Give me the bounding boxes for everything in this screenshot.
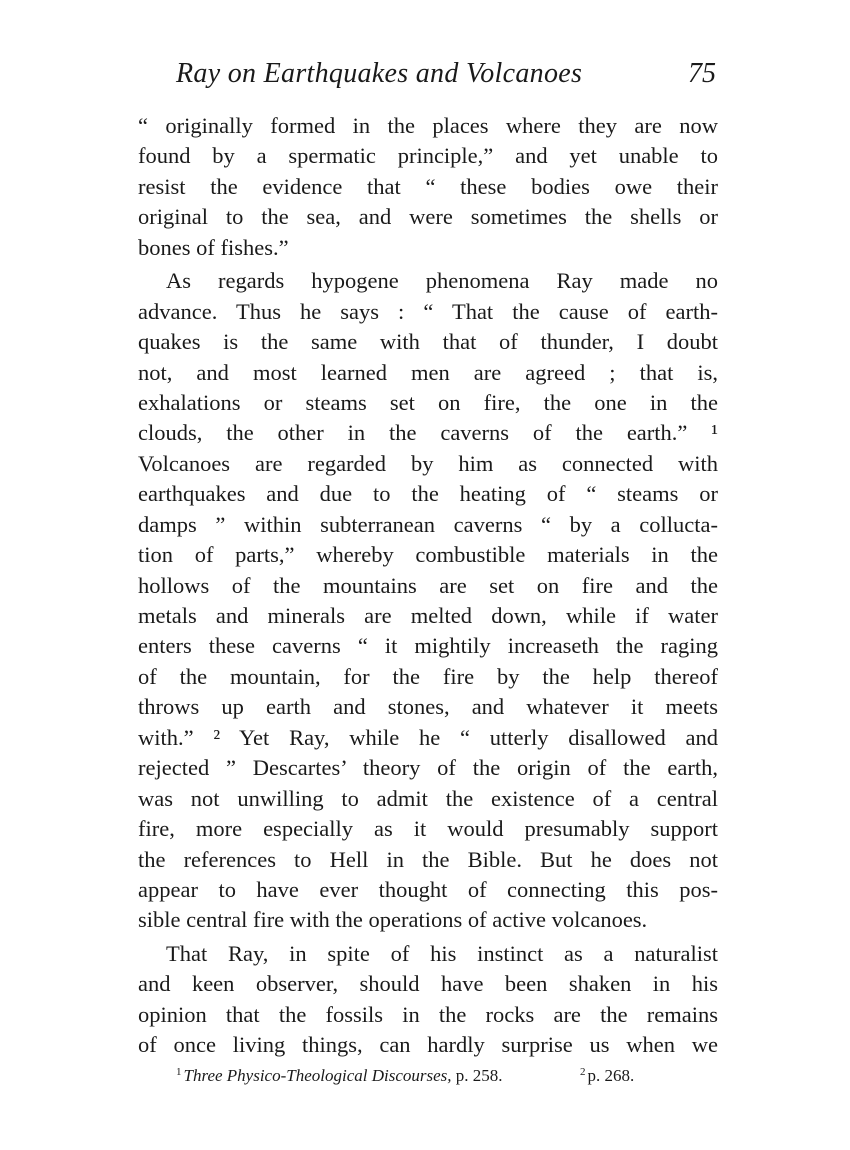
paragraph <box>138 266 718 936</box>
text-line: tion of parts,” whereby combustible materials in the <box>138 542 718 568</box>
text-line: As regards hypogene phenomena Ray made no <box>166 268 718 294</box>
text-line: found by a spermatic principle,” and yet unable to <box>138 143 718 169</box>
paragraph <box>138 111 718 263</box>
text-line: of once living things, can hardly surprise us when we <box>138 1032 718 1058</box>
text-line: was not unwilling to admit the existence of a central <box>138 785 718 811</box>
text-line: not, and most learned men are agreed ; that is, <box>138 359 718 385</box>
footnote-work-title: Three Physico-Theological Discourses, <box>183 1066 452 1085</box>
text-line: exhalations or steams set on fire, the one in the <box>138 389 718 415</box>
running-head <box>138 58 718 98</box>
text-line: metals and minerals are melted down, while if water <box>138 603 718 628</box>
page-number: 75 <box>688 58 716 89</box>
footnote-1 <box>176 1066 503 1086</box>
footnote-marker: 1 <box>176 1066 182 1078</box>
text-line: enters these caverns “ it mightily increaseth the raging <box>138 633 718 659</box>
text-line: bones of fishes.” <box>138 234 289 260</box>
text-line: Volcanoes are regarded by him as connected with <box>138 450 718 476</box>
text-line: appear to have ever thought of connecting this pos- <box>138 876 718 902</box>
text-line: of the mountain, for the fire by the help thereof <box>138 663 718 689</box>
paragraph <box>138 939 718 1061</box>
text-line: That Ray, in spite of his instinct as a naturalist <box>166 940 718 966</box>
text-line: throws up earth and stones, and whatever it meets <box>138 694 718 720</box>
running-title: Ray on Earthquakes and Volcanoes <box>176 58 583 89</box>
footnote-page-ref: p. 258. <box>451 1066 503 1085</box>
text-line: resist the evidence that “ these bodies owe their <box>138 173 718 199</box>
text-line: with.” ² Yet Ray, while he “ utterly disallowed and <box>138 724 718 750</box>
text-line: the references to Hell in the Bible. But he does not <box>138 846 718 872</box>
text-line: earthquakes and due to the heating of “ steams or <box>138 481 718 507</box>
footnote-page-ref: p. 268. <box>587 1066 635 1085</box>
text-line: damps ” within subterranean caverns “ by a collucta- <box>138 511 718 537</box>
text-line: quakes is the same with that of thunder, I doubt <box>138 329 718 355</box>
footnote-marker: 2 <box>580 1066 586 1078</box>
text-line: hollows of the mountains are set on fire and the <box>138 572 718 598</box>
text-line: fire, more especially as it would presumably support <box>138 816 718 842</box>
text-line: and keen observer, should have been shaken in his <box>138 971 718 997</box>
text-line: original to the sea, and were sometimes the shells or <box>138 204 718 230</box>
footnotes <box>176 1066 716 1092</box>
text-line: rejected ” Descartes’ theory of the origin of the earth, <box>138 755 718 781</box>
body-text <box>138 111 718 1061</box>
footnote-2 <box>580 1066 634 1086</box>
text-line: opinion that the fossils in the rocks are the remains <box>138 1001 718 1027</box>
text-line: “ originally formed in the places where they are now <box>138 113 718 138</box>
text-line: advance. Thus he says : “ That the cause of earth- <box>138 298 718 324</box>
text-line: clouds, the other in the caverns of the earth.” ¹ <box>138 420 718 446</box>
text-line: sible central fire with the operations of active volcanoes. <box>138 907 648 933</box>
